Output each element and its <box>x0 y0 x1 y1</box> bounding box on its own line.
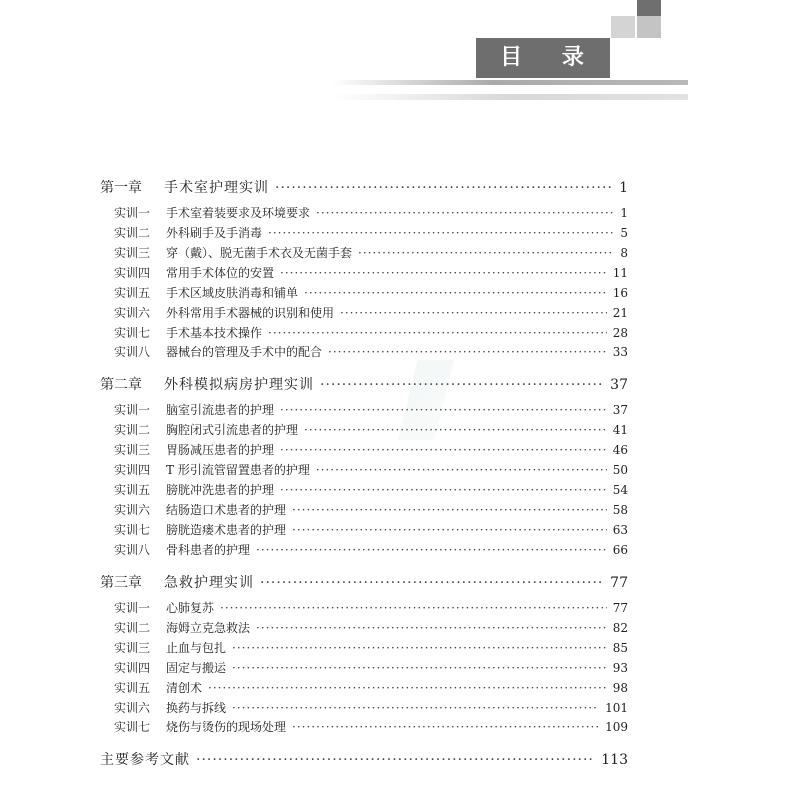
section-number: 实训六 <box>114 306 151 320</box>
toc-chapter-entry[interactable] <box>100 177 628 197</box>
page-number: 113 <box>601 752 628 768</box>
page-number: 1 <box>620 206 628 220</box>
dot-leader <box>232 641 607 655</box>
section-number: 实训七 <box>114 326 151 340</box>
chapter-number: 第二章 <box>100 377 142 393</box>
dot-leader <box>358 246 614 260</box>
section-number: 实训一 <box>114 601 151 615</box>
toc-section-entry[interactable] <box>114 699 628 716</box>
dot-leader <box>320 377 604 393</box>
page-number: 33 <box>612 345 628 359</box>
section-title: 止血与包扎 <box>166 641 227 655</box>
page-number: 54 <box>612 483 628 497</box>
section-number: 实训二 <box>114 226 151 240</box>
dot-leader <box>256 621 607 635</box>
toc-section-entry[interactable] <box>114 659 628 676</box>
toc-section-entry[interactable] <box>114 421 628 438</box>
page-number: 46 <box>612 443 628 457</box>
toc-section-entry[interactable] <box>114 679 628 696</box>
toc-section-entry[interactable] <box>114 224 628 241</box>
dot-leader <box>268 326 607 340</box>
chapter-title: 手术室护理实训 <box>164 180 269 196</box>
page-number: 1 <box>619 180 628 196</box>
page-number: 37 <box>612 403 628 417</box>
section-title: 常用手术体位的安置 <box>166 266 275 280</box>
section-number: 实训一 <box>114 403 151 417</box>
dot-leader <box>196 752 595 768</box>
toc-section-entry[interactable] <box>114 718 628 735</box>
section-title: 外科刷手及手消毒 <box>166 226 263 240</box>
toc-section-entry[interactable] <box>114 204 628 221</box>
section-title: 脑室引流患者的护理 <box>166 403 275 417</box>
chapter-title: 急救护理实训 <box>164 575 254 591</box>
section-number: 实训二 <box>114 423 151 437</box>
section-title: 手术室着装要求及环境要求 <box>166 206 311 220</box>
dot-leader <box>316 206 614 220</box>
section-title: 外科常用手术器械的识别和使用 <box>166 306 335 320</box>
section-number: 实训七 <box>114 523 151 537</box>
toc-references-entry[interactable] <box>100 749 628 769</box>
page-number: 101 <box>605 701 628 715</box>
dot-leader <box>292 503 607 517</box>
section-number: 实训七 <box>114 720 151 734</box>
section-number: 实训五 <box>114 681 151 695</box>
page-number: 8 <box>620 246 628 260</box>
dot-leader <box>280 483 607 497</box>
page-number: 21 <box>612 306 628 320</box>
section-number: 实训五 <box>114 286 151 300</box>
page-number: 63 <box>612 523 628 537</box>
dot-leader <box>340 306 607 320</box>
toc-section-entry[interactable] <box>114 619 628 636</box>
dot-leader <box>292 523 607 537</box>
dot-leader <box>304 423 607 437</box>
section-number: 实训四 <box>114 266 151 280</box>
toc-section-entry[interactable] <box>114 401 628 418</box>
page-title: 目 录 <box>476 38 610 78</box>
references-title: 主要参考文献 <box>100 752 190 768</box>
page-number: 109 <box>605 720 628 734</box>
dot-leader <box>260 575 604 591</box>
page-number: 77 <box>612 601 628 615</box>
chapter-number: 第一章 <box>100 180 142 196</box>
toc-section-entry[interactable] <box>114 521 628 538</box>
toc-chapter-entry[interactable] <box>100 572 628 592</box>
page-number: 98 <box>612 681 628 695</box>
toc-section-entry[interactable] <box>114 284 628 301</box>
page-number: 85 <box>612 641 628 655</box>
section-title: 清创术 <box>166 681 203 695</box>
section-title: 心肺复苏 <box>166 601 215 615</box>
section-title: 穿（戴）、脱无菌手术衣及无菌手套 <box>166 246 353 260</box>
section-number: 实训五 <box>114 483 151 497</box>
toc-section-entry[interactable] <box>114 343 628 360</box>
dot-leader <box>275 180 613 196</box>
page-number: 77 <box>610 575 628 591</box>
toc-section-entry[interactable] <box>114 501 628 518</box>
page-number: 37 <box>610 377 628 393</box>
toc-section-entry[interactable] <box>114 599 628 616</box>
section-number: 实训三 <box>114 443 151 457</box>
toc-section-entry[interactable] <box>114 441 628 458</box>
section-title: 胃肠减压患者的护理 <box>166 443 275 457</box>
section-title: T 形引流管留置患者的护理 <box>166 463 310 477</box>
dot-leader <box>268 226 614 240</box>
page-number: 11 <box>612 266 628 280</box>
section-title: 海姆立克急救法 <box>166 621 251 635</box>
toc-section-entry[interactable] <box>114 461 628 478</box>
toc-section-entry[interactable] <box>114 481 628 498</box>
section-title: 膀胱冲洗患者的护理 <box>166 483 275 497</box>
page-number: 93 <box>612 661 628 675</box>
section-number: 实训一 <box>114 206 151 220</box>
dot-leader <box>316 463 607 477</box>
toc-section-entry[interactable] <box>114 541 628 558</box>
section-title: 手术区域皮肤消毒和铺单 <box>166 286 299 300</box>
dot-leader <box>220 601 607 615</box>
section-number: 实训四 <box>114 463 151 477</box>
toc-chapter-entry[interactable] <box>100 374 628 394</box>
toc-section-entry[interactable] <box>114 324 628 341</box>
page-number: 58 <box>612 503 628 517</box>
page-number: 41 <box>612 423 628 437</box>
section-title: 烧伤与烫伤的现场处理 <box>166 720 287 734</box>
dot-leader <box>280 443 607 457</box>
dot-leader <box>208 681 607 695</box>
section-number: 实训三 <box>114 246 151 260</box>
dot-leader <box>256 543 607 557</box>
toc-section-entry[interactable] <box>114 639 628 656</box>
section-title: 膀胱造瘘术患者的护理 <box>166 523 287 537</box>
dot-leader <box>232 701 599 715</box>
section-title: 胸腔闭式引流患者的护理 <box>166 423 299 437</box>
section-number: 实训六 <box>114 701 151 715</box>
chapter-number: 第三章 <box>100 575 142 591</box>
section-title: 固定与搬运 <box>166 661 227 675</box>
dot-leader <box>232 661 607 675</box>
toc-section-entry[interactable] <box>114 304 628 321</box>
section-number: 实训六 <box>114 503 151 517</box>
dot-leader <box>304 286 607 300</box>
page-number: 28 <box>612 326 628 340</box>
page-number: 5 <box>620 226 628 240</box>
section-title: 结肠造口术患者的护理 <box>166 503 287 517</box>
section-number: 实训八 <box>114 345 151 359</box>
dot-leader <box>280 403 607 417</box>
section-title: 器械台的管理及手术中的配合 <box>166 345 323 359</box>
section-title: 骨科患者的护理 <box>166 543 251 557</box>
section-number: 实训三 <box>114 641 151 655</box>
section-title: 手术基本技术操作 <box>166 326 263 340</box>
section-title: 换药与拆线 <box>166 701 227 715</box>
chapter-title: 外科模拟病房护理实训 <box>164 377 314 393</box>
section-number: 实训四 <box>114 661 151 675</box>
page-number: 82 <box>612 621 628 635</box>
dot-leader <box>292 720 599 734</box>
toc-section-entry[interactable] <box>114 244 628 261</box>
page-number: 66 <box>612 543 628 557</box>
dot-leader <box>280 266 607 280</box>
section-number: 实训八 <box>114 543 151 557</box>
page-number: 16 <box>612 286 628 300</box>
dot-leader <box>328 345 607 359</box>
toc-section-entry[interactable] <box>114 264 628 281</box>
page-number: 50 <box>612 463 628 477</box>
section-number: 实训二 <box>114 621 151 635</box>
